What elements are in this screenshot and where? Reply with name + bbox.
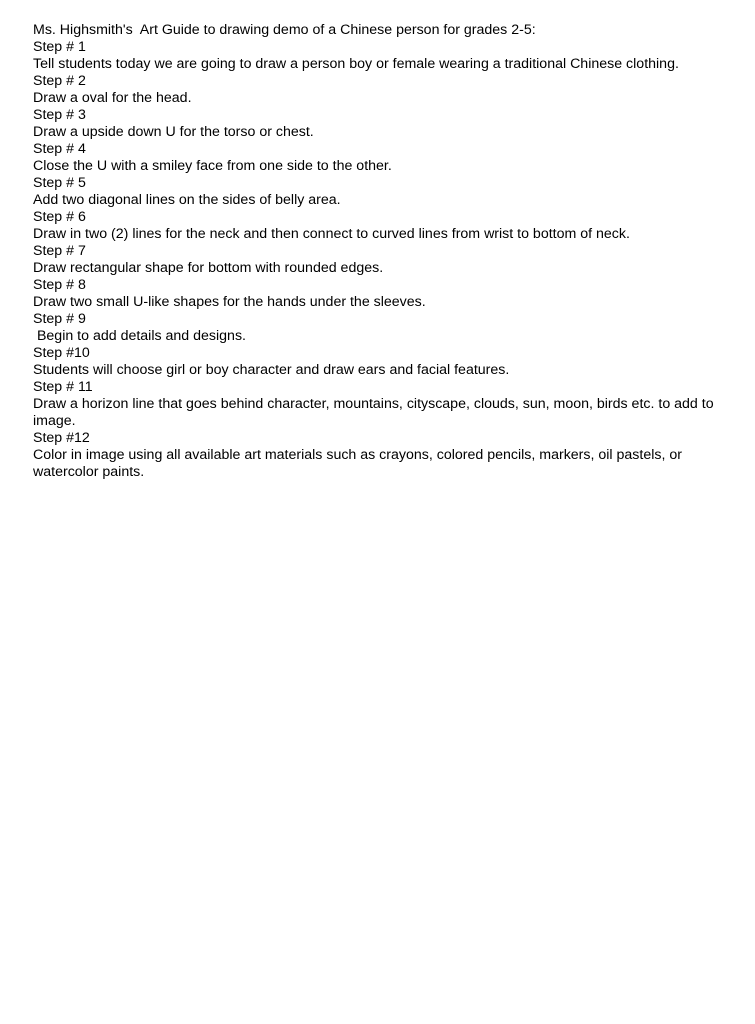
step-label: Step # 4 bbox=[33, 141, 86, 157]
step-text: Close the U with a smiley face from one side to the other. bbox=[33, 158, 392, 174]
step-2 bbox=[33, 73, 723, 107]
step-7 bbox=[33, 243, 723, 277]
step-text: Draw a oval for the head. bbox=[33, 90, 192, 106]
step-label: Step #10 bbox=[33, 345, 90, 361]
step-text: Begin to add details and designs. bbox=[33, 328, 246, 344]
step-label: Step # 5 bbox=[33, 175, 86, 191]
step-label: Step # 6 bbox=[33, 209, 86, 225]
step-text: Tell students today we are going to draw a person boy or female wearing a traditional Chinese clothing. bbox=[33, 56, 679, 72]
document-body bbox=[33, 22, 723, 481]
step-text: Draw two small U-like shapes for the hands under the sleeves. bbox=[33, 294, 426, 310]
step-label: Step # 8 bbox=[33, 277, 86, 293]
step-label: Step # 3 bbox=[33, 107, 86, 123]
step-label: Step #12 bbox=[33, 430, 90, 446]
step-5 bbox=[33, 175, 723, 209]
step-8 bbox=[33, 277, 723, 311]
step-label: Step # 2 bbox=[33, 73, 86, 89]
step-label: Step # 7 bbox=[33, 243, 86, 259]
step-label: Step # 11 bbox=[33, 379, 93, 395]
document-title: Ms. Highsmith's Art Guide to drawing demo of a Chinese person for grades 2-5: bbox=[33, 22, 536, 38]
step-text: Draw a upside down U for the torso or chest. bbox=[33, 124, 314, 140]
step-text: Add two diagonal lines on the sides of belly area. bbox=[33, 192, 341, 208]
step-1 bbox=[33, 39, 723, 73]
step-label: Step # 9 bbox=[33, 311, 86, 327]
step-text: Draw a horizon line that goes behind character, mountains, cityscape, clouds, sun, moon, birds etc. to add to image. bbox=[33, 396, 718, 429]
step-11 bbox=[33, 379, 723, 430]
step-4 bbox=[33, 141, 723, 175]
step-text: Students will choose girl or boy character and draw ears and facial features. bbox=[33, 362, 510, 378]
step-text: Draw rectangular shape for bottom with rounded edges. bbox=[33, 260, 384, 276]
step-10 bbox=[33, 345, 723, 379]
step-9 bbox=[33, 311, 723, 345]
step-3 bbox=[33, 107, 723, 141]
step-12 bbox=[33, 430, 723, 481]
step-label: Step # 1 bbox=[33, 39, 86, 55]
step-6 bbox=[33, 209, 723, 243]
step-text: Draw in two (2) lines for the neck and then connect to curved lines from wrist to bottom of neck. bbox=[33, 226, 630, 242]
step-text: Color in image using all available art materials such as crayons, colored pencils, markers, oil pastels, or watercolor paints. bbox=[33, 447, 686, 480]
